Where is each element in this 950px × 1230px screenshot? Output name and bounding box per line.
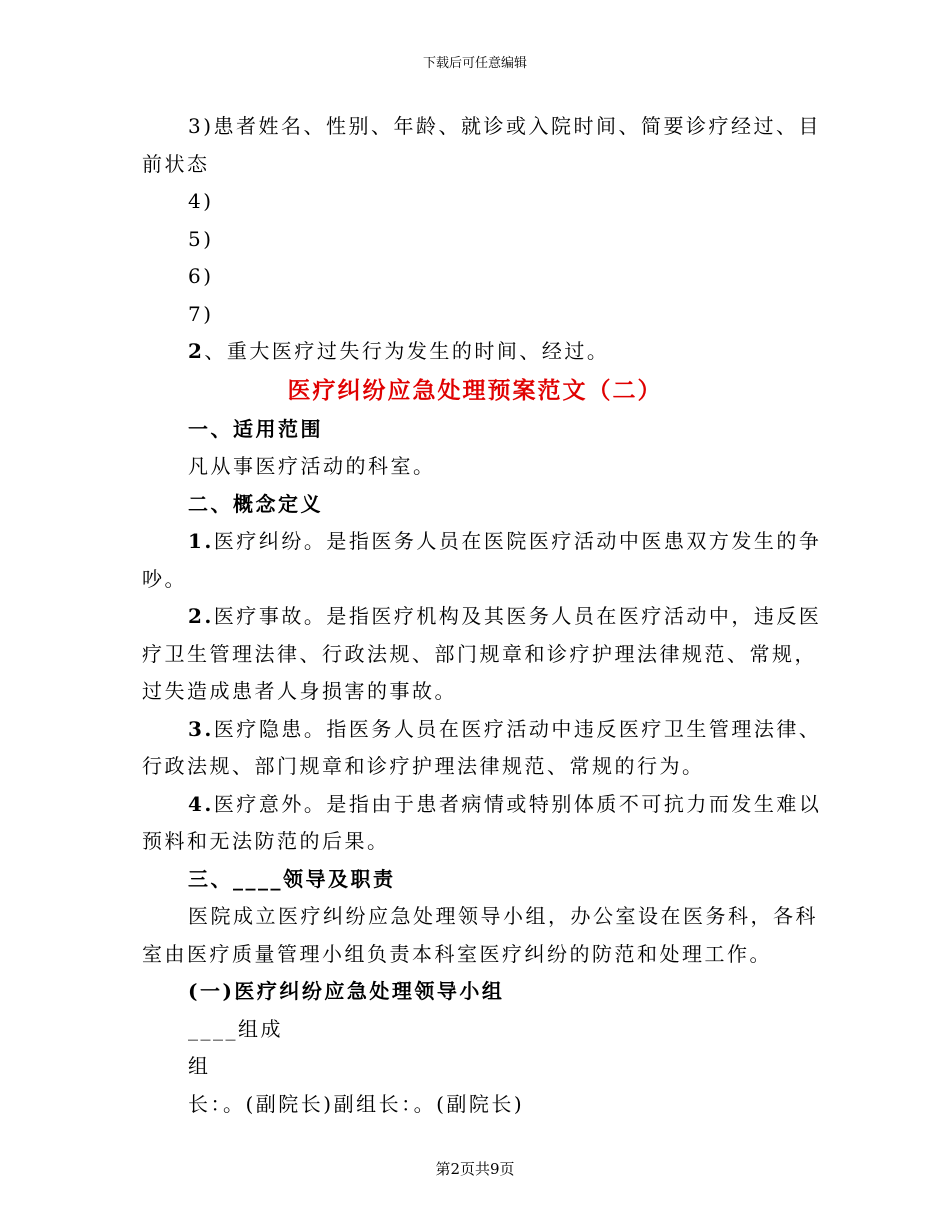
paragraph-line: 行政法规、部门规章和诊疗护理法律规范、常规的行为。 [142,754,705,778]
paragraph-line: 组 [188,1054,211,1078]
paragraph-line: 过失造成患者人身损害的事故。 [142,679,457,703]
heading-scope: 一、适用范围 [188,416,323,441]
list-item: 4) [188,189,214,213]
item-number: 1. [188,529,214,553]
item-number: 4. [188,791,214,816]
paragraph-line [142,786,822,824]
paragraph-line: 室由医疗质量管理小组负责本科室医疗纠纷的防范和处理工作。 [142,941,772,966]
list-item: 7) [188,301,214,326]
subheading-group: (一)医疗纠纷应急处理领导小组 [188,979,505,1003]
item-text: 医疗意外。是指由于患者病情或特别体质不可抗力而发生难以 [213,791,822,816]
item-text: 医疗隐患。指医务人员在医疗活动中违反医疗卫生管理法律、 [213,716,822,741]
paragraph-line: 前状态 [142,151,210,176]
paragraph-line: ____组成 [188,1016,283,1041]
page-number: 第2页共9页 [435,1160,515,1178]
paragraph-line: 疗卫生管理法律、行政法规、部门规章和诊疗护理法律规范、常规， [142,641,817,666]
paragraph-line: 长：。(副院长)副组长：。(副院长) [188,1091,525,1116]
document-body [142,108,822,1123]
item-number: 3. [188,716,214,741]
item-text: 医疗纠纷。是指医务人员在医院医疗活动中医患双方发生的争 [213,529,822,553]
paragraph-line [142,711,822,749]
heading-leadership: 三、____领导及职责 [188,866,396,891]
paragraph-line: 3)患者姓名、性别、年龄、就诊或入院时间、简要诊疗经过、目 [188,114,822,138]
item-number: 2. [188,604,214,628]
paragraph-line: 吵。 [142,566,187,591]
paragraph-line [142,523,822,561]
list-item: 6) [188,264,214,288]
heading-definitions: 二、概念定义 [188,491,323,516]
item-text: 医疗事故。是指医疗机构及其医务人员在医疗活动中，违反医 [213,604,822,628]
paragraph-line: 预料和无法防范的后果。 [142,829,390,853]
list-item: 5) [188,226,214,251]
paragraph-line [142,333,808,371]
item-number: 2 [188,339,205,363]
item-text: 、重大医疗过失行为发生的时间、经过。 [204,339,610,363]
section-title: 医疗纠纷应急处理预案范文（二） [287,376,663,404]
paragraph-line [142,598,822,636]
paragraph-line: 医院成立医疗纠纷应急处理领导小组，办公室设在医务科，各科 [188,904,818,928]
header-note: 下载后可任意编辑 [422,56,527,71]
paragraph-line: 凡从事医疗活动的科室。 [188,454,436,478]
